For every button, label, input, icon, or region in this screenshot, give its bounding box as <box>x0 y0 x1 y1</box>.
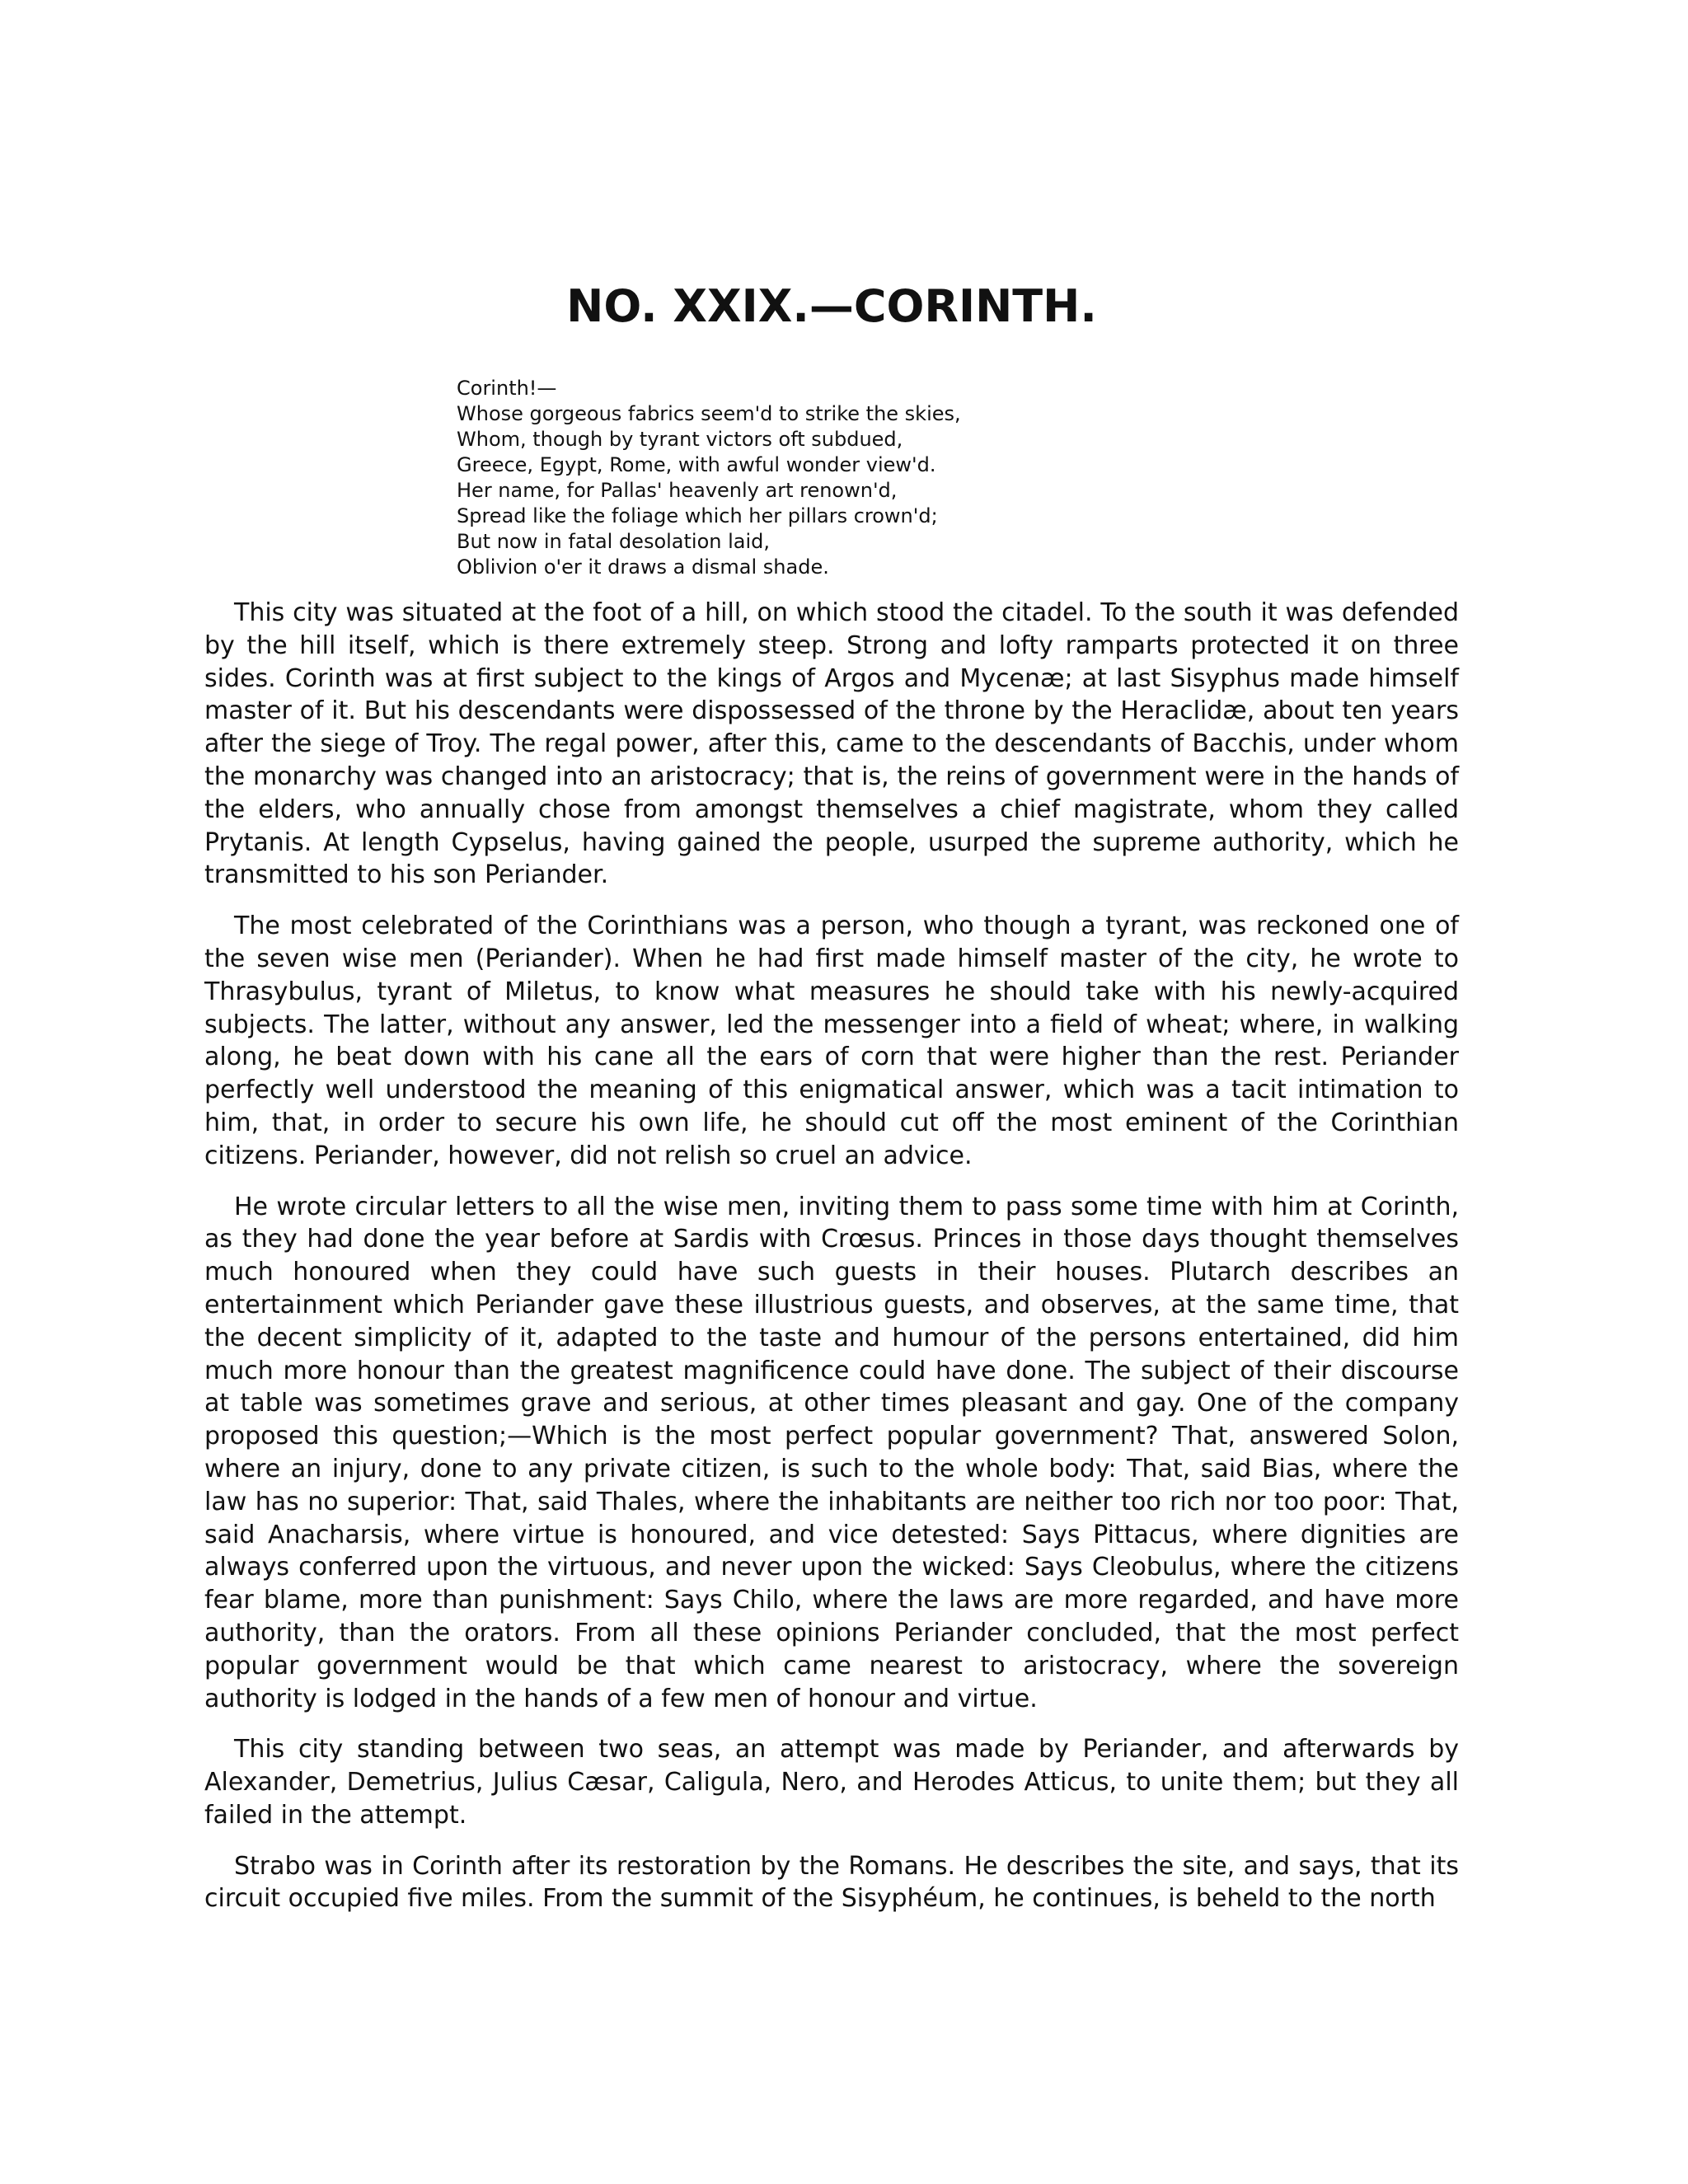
poem-line: Spread like the foliage which her pillars crown'd; <box>457 504 938 527</box>
poem-line: Whose gorgeous fabrics seem'd to strike the skies, <box>457 402 961 425</box>
poem-line: Whom, though by tyrant victors oft subdued, <box>457 428 903 451</box>
poem-line: Oblivion o'er it draws a dismal shade. <box>457 555 829 579</box>
body-paragraph: He wrote circular letters to all the wise men, inviting them to pass some time with him at Corinth, as they had done the year before at Sardis with Crœsus. Princes in those days thought themselves much honoured when they could have such guests in their houses. Plutarch describes an entertainment which Periander gave these illustrious guests, and observes, at the same time, that the decent simplicity of it, adapted to the taste and humour of the persons entertained, did him much more honour than the greatest magnificence could have done. The subject of their discourse at table was sometimes grave and serious, at other times pleasant and gay. One of the company proposed this question;—Which is the most perfect popular government? That, answered Solon, where an injury, done to any private citizen, is such to the whole body: That, said Bias, where the law has no superior: That, said Thales, where the inhabitants are neither too rich nor too poor: That, said Anacharsis, where virtue is honoured, and vice detested: Says Pittacus, where dignities are always conferred upon the virtuous, and never upon the wicked: Says Cleobulus, where the citizens fear blame, more than punishment: Says Chilo, where the laws are more regarded, and have more authority, than the orators. From all these opinions Periander concluded, that the most perfect popular government would be that which came nearest to aristocracy, where the sovereign authority is lodged in the hands of a few men of honour and virtue. <box>204 1192 1459 1713</box>
poem-line: Corinth!— <box>457 377 557 400</box>
poem-line: Greece, Egypt, Rome, with awful wonder view'd. <box>457 453 936 476</box>
page-title: NO. XXIX.—CORINTH. <box>566 280 1097 332</box>
epigraph-poem <box>457 376 1459 580</box>
body-paragraph: This city standing between two seas, an attempt was made by Periander, and afterwards by Alexander, Demetrius, Julius Cæsar, Caligula, Nero, and Herodes Atticus, to unite them; but they all failed in the attempt. <box>204 1735 1459 1830</box>
body-paragraph: Strabo was in Corinth after its restoration by the Romans. He describes the site, and says, that its circuit occupied five miles. From the summit of the Sisyphéum, he continues, is beheld to the north <box>204 1851 1459 1914</box>
body-paragraph: The most celebrated of the Corinthians was a person, who though a tyrant, was reckoned one of the seven wise men (Periander). When he had first made himself master of the city, he wrote to Thrasybulus, tyrant of Miletus, to know what measures he should take with his newly-acquired subjects. The latter, without any answer, led the messenger into a field of wheat; where, in walking along, he beat down with his cane all the ears of corn that were higher than the rest. Periander perfectly well understood the meaning of this enigmatical answer, which was a tacit intimation to him, that, in order to secure his own life, he should cut off the most eminent of the Corinthian citizens. Periander, however, did not relish so cruel an advice. <box>204 912 1459 1170</box>
document-page <box>204 280 1459 1933</box>
poem-line: Her name, for Pallas' heavenly art renown'd, <box>457 479 898 502</box>
poem-line: But now in fatal desolation laid, <box>457 530 771 553</box>
body-paragraph: This city was situated at the foot of a hill, on which stood the citadel. To the south it was defended by the hill itself, which is there extremely steep. Strong and lofty ramparts protected it on three sides. Corinth was at first subject to the kings of Argos and Mycenæ; at last Sisyphus made himself master of it. But his descendants were dispossessed of the throne by the Heraclidæ, about ten years after the siege of Troy. The regal power, after this, came to the descendants of Bacchis, under whom the monarchy was changed into an aristocracy; that is, the reins of government were in the hands of the elders, who annually chose from amongst themselves a chief magistrate, whom they called Prytanis. At length Cypselus, having gained the people, usurped the supreme authority, which he transmitted to his son Periander. <box>204 598 1459 890</box>
